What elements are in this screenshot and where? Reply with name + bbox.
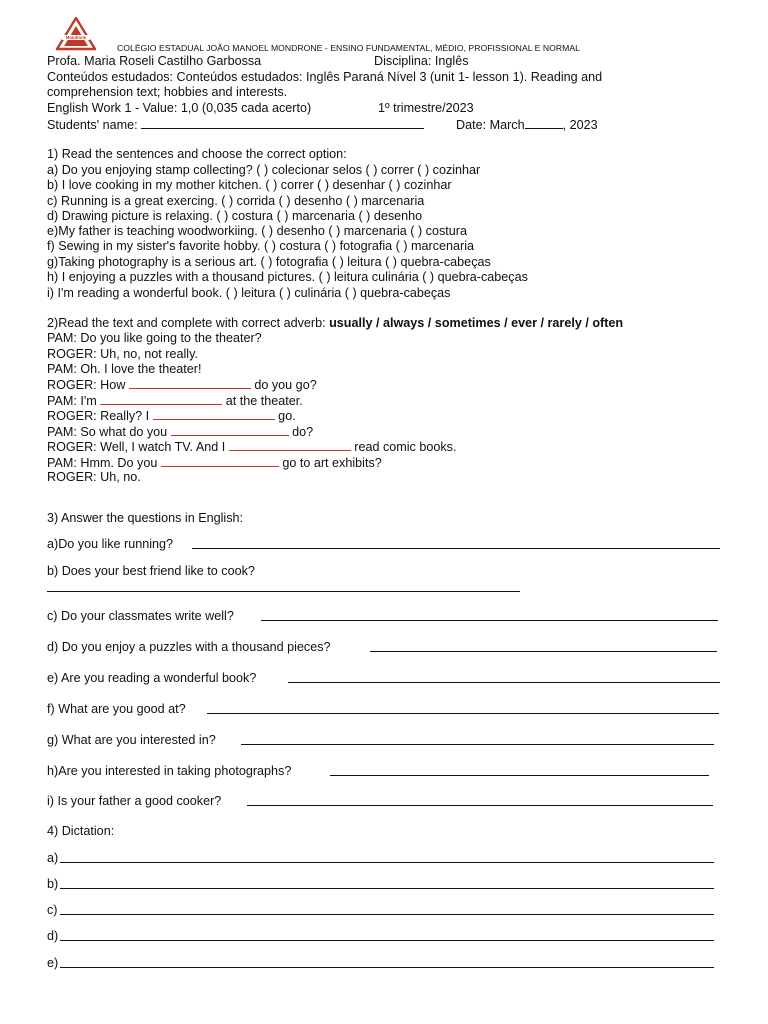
q1-title: 1) Read the sentences and choose the correct option: — [47, 147, 347, 161]
dialog-line-10: ROGER: Uh, no. — [47, 470, 141, 484]
answer-line-i[interactable] — [247, 805, 713, 806]
date-year: , 2023 — [562, 118, 598, 132]
q3-question-e: e) Are you reading a wonderful book? — [47, 671, 257, 685]
adverb-blank-3[interactable] — [153, 408, 275, 420]
term: 1º trimestre/2023 — [378, 101, 474, 115]
students-name-label: Students' name: — [47, 118, 138, 132]
q4-title: 4) Dictation: — [47, 824, 115, 838]
answer-line-d[interactable] — [370, 651, 717, 652]
dialog-line-1: PAM: Do you like going to the theater? — [47, 331, 262, 345]
q2-adverbs: usually / always / sometimes / ever / rarely / often — [329, 316, 624, 330]
q1-item-h[interactable]: h) I enjoying a puzzles with a thousand pictures. ( ) leitura culinária ( ) quebra-cabeças — [47, 270, 528, 284]
dictation-line-e[interactable] — [60, 967, 714, 968]
contents-line-1: Conteúdos estudados: Conteúdos estudados: Inglês Paraná Nível 3 (unit 1- lesson 1). Reading and — [47, 70, 603, 84]
q3-question-d: d) Do you enjoy a puzzles with a thousand pieces? — [47, 640, 331, 654]
answer-line-c[interactable] — [261, 620, 718, 621]
logo-text: Mondrone — [65, 35, 87, 40]
q1-item-i[interactable]: i) I'm reading a wonderful book. ( ) leitura ( ) culinária ( ) quebra-cabeças — [47, 286, 451, 300]
answer-line-h[interactable] — [330, 775, 709, 776]
dialog-line-9-end: go to art exhibits? — [278, 456, 382, 470]
q3-title: 3) Answer the questions in English: — [47, 511, 244, 525]
date-blank[interactable] — [525, 117, 563, 129]
q3-question-f: f) What are you good at? — [47, 702, 186, 716]
answer-line-g[interactable] — [241, 744, 714, 745]
q1-item-f[interactable]: f) Sewing in my sister's favorite hobby. ( ) costura ( ) fotografia ( ) marcenaria — [47, 239, 475, 253]
adverb-blank-1[interactable] — [129, 377, 251, 389]
dictation-label-c: c) — [47, 903, 58, 917]
dialog-line-7-end: do? — [288, 425, 314, 439]
adverb-blank-4[interactable] — [171, 424, 289, 436]
q3-question-g: g) What are you interested in? — [47, 733, 216, 747]
dictation-line-b[interactable] — [60, 888, 714, 889]
dictation-line-a[interactable] — [60, 862, 714, 863]
dialog-line-5: PAM: I'm — [47, 394, 101, 408]
dictation-line-c[interactable] — [60, 914, 714, 915]
answer-line-f[interactable] — [207, 713, 719, 714]
q2-title: 2)Read the text and complete with correct adverb: — [47, 316, 330, 330]
dictation-label-a: a) — [47, 851, 59, 865]
dialog-line-6-end: go. — [274, 409, 296, 423]
dialog-line-5-end: at the theater. — [222, 394, 303, 408]
q3-question-i: i) Is your father a good cooker? — [47, 794, 222, 808]
work-value: English Work 1 - Value: 1,0 (0,035 cada acerto) — [47, 101, 312, 115]
q1-item-g[interactable]: g)Taking photography is a serious art. ( ) fotografia ( ) leitura ( ) quebra-cabeças — [47, 255, 491, 269]
teacher-name: Profa. Maria Roseli Castilho Garbossa — [47, 54, 262, 68]
dialog-line-4: ROGER: How — [47, 378, 129, 392]
q3-question-c: c) Do your classmates write well? — [47, 609, 234, 623]
q1-item-a[interactable]: a) Do you enjoying stamp collecting? ( ) colecionar selos ( ) correr ( ) cozinhar — [47, 163, 481, 177]
q1-item-c[interactable]: c) Running is a great exercing. ( ) corrida ( ) desenho ( ) marcenaria — [47, 194, 425, 208]
dictation-label-d: d) — [47, 929, 59, 943]
dictation-line-d[interactable] — [60, 940, 714, 941]
q1-item-e[interactable]: e)My father is teaching woodworkiing. ( ) desenho ( ) marcenaria ( ) costura — [47, 224, 467, 238]
dialog-line-8-end: read comic books. — [350, 440, 457, 454]
q3-question-b: b) Does your best friend like to cook? — [47, 564, 255, 578]
school-name: COLÉGIO ESTADUAL JOÃO MANOEL MONDRONE - ENSINO FUNDAMENTAL, MÉDIO, PROFISSIONAL E NORMAL — [117, 43, 580, 53]
adverb-blank-2[interactable] — [100, 393, 222, 405]
dictation-label-b: b) — [47, 877, 59, 891]
dialog-line-4-end: do you go? — [250, 378, 317, 392]
dialog-line-2: ROGER: Uh, no, not really. — [47, 347, 198, 361]
dialog-line-9: PAM: Hmm. Do you — [47, 456, 161, 470]
students-name-blank[interactable] — [141, 117, 424, 129]
dialog-line-3: PAM: Oh. I love the theater! — [47, 362, 202, 376]
adverb-blank-6[interactable] — [161, 455, 279, 467]
q1-item-d[interactable]: d) Drawing picture is relaxing. ( ) costura ( ) marcenaria ( ) desenho — [47, 209, 423, 223]
dialog-line-7: PAM: So what do you — [47, 425, 171, 439]
dictation-label-e: e) — [47, 956, 59, 970]
adverb-blank-5[interactable] — [229, 439, 351, 451]
dialog-line-6: ROGER: Really? I — [47, 409, 153, 423]
answer-line-b[interactable] — [47, 591, 520, 592]
contents-line-2: comprehension text; hobbies and interests. — [47, 85, 288, 99]
discipline: Disciplina: Inglês — [374, 54, 469, 68]
q3-question-h: h)Are you interested in taking photographs? — [47, 764, 292, 778]
school-logo-icon — [56, 17, 96, 51]
answer-line-a[interactable] — [192, 548, 720, 549]
answer-line-e[interactable] — [288, 682, 720, 683]
q1-item-b[interactable]: b) I love cooking in my mother kitchen. ( ) correr ( ) desenhar ( ) cozinhar — [47, 178, 452, 192]
dialog-line-8: ROGER: Well, I watch TV. And I — [47, 440, 229, 454]
q3-question-a: a)Do you like running? — [47, 537, 174, 551]
date-label: Date: March — [456, 118, 525, 132]
